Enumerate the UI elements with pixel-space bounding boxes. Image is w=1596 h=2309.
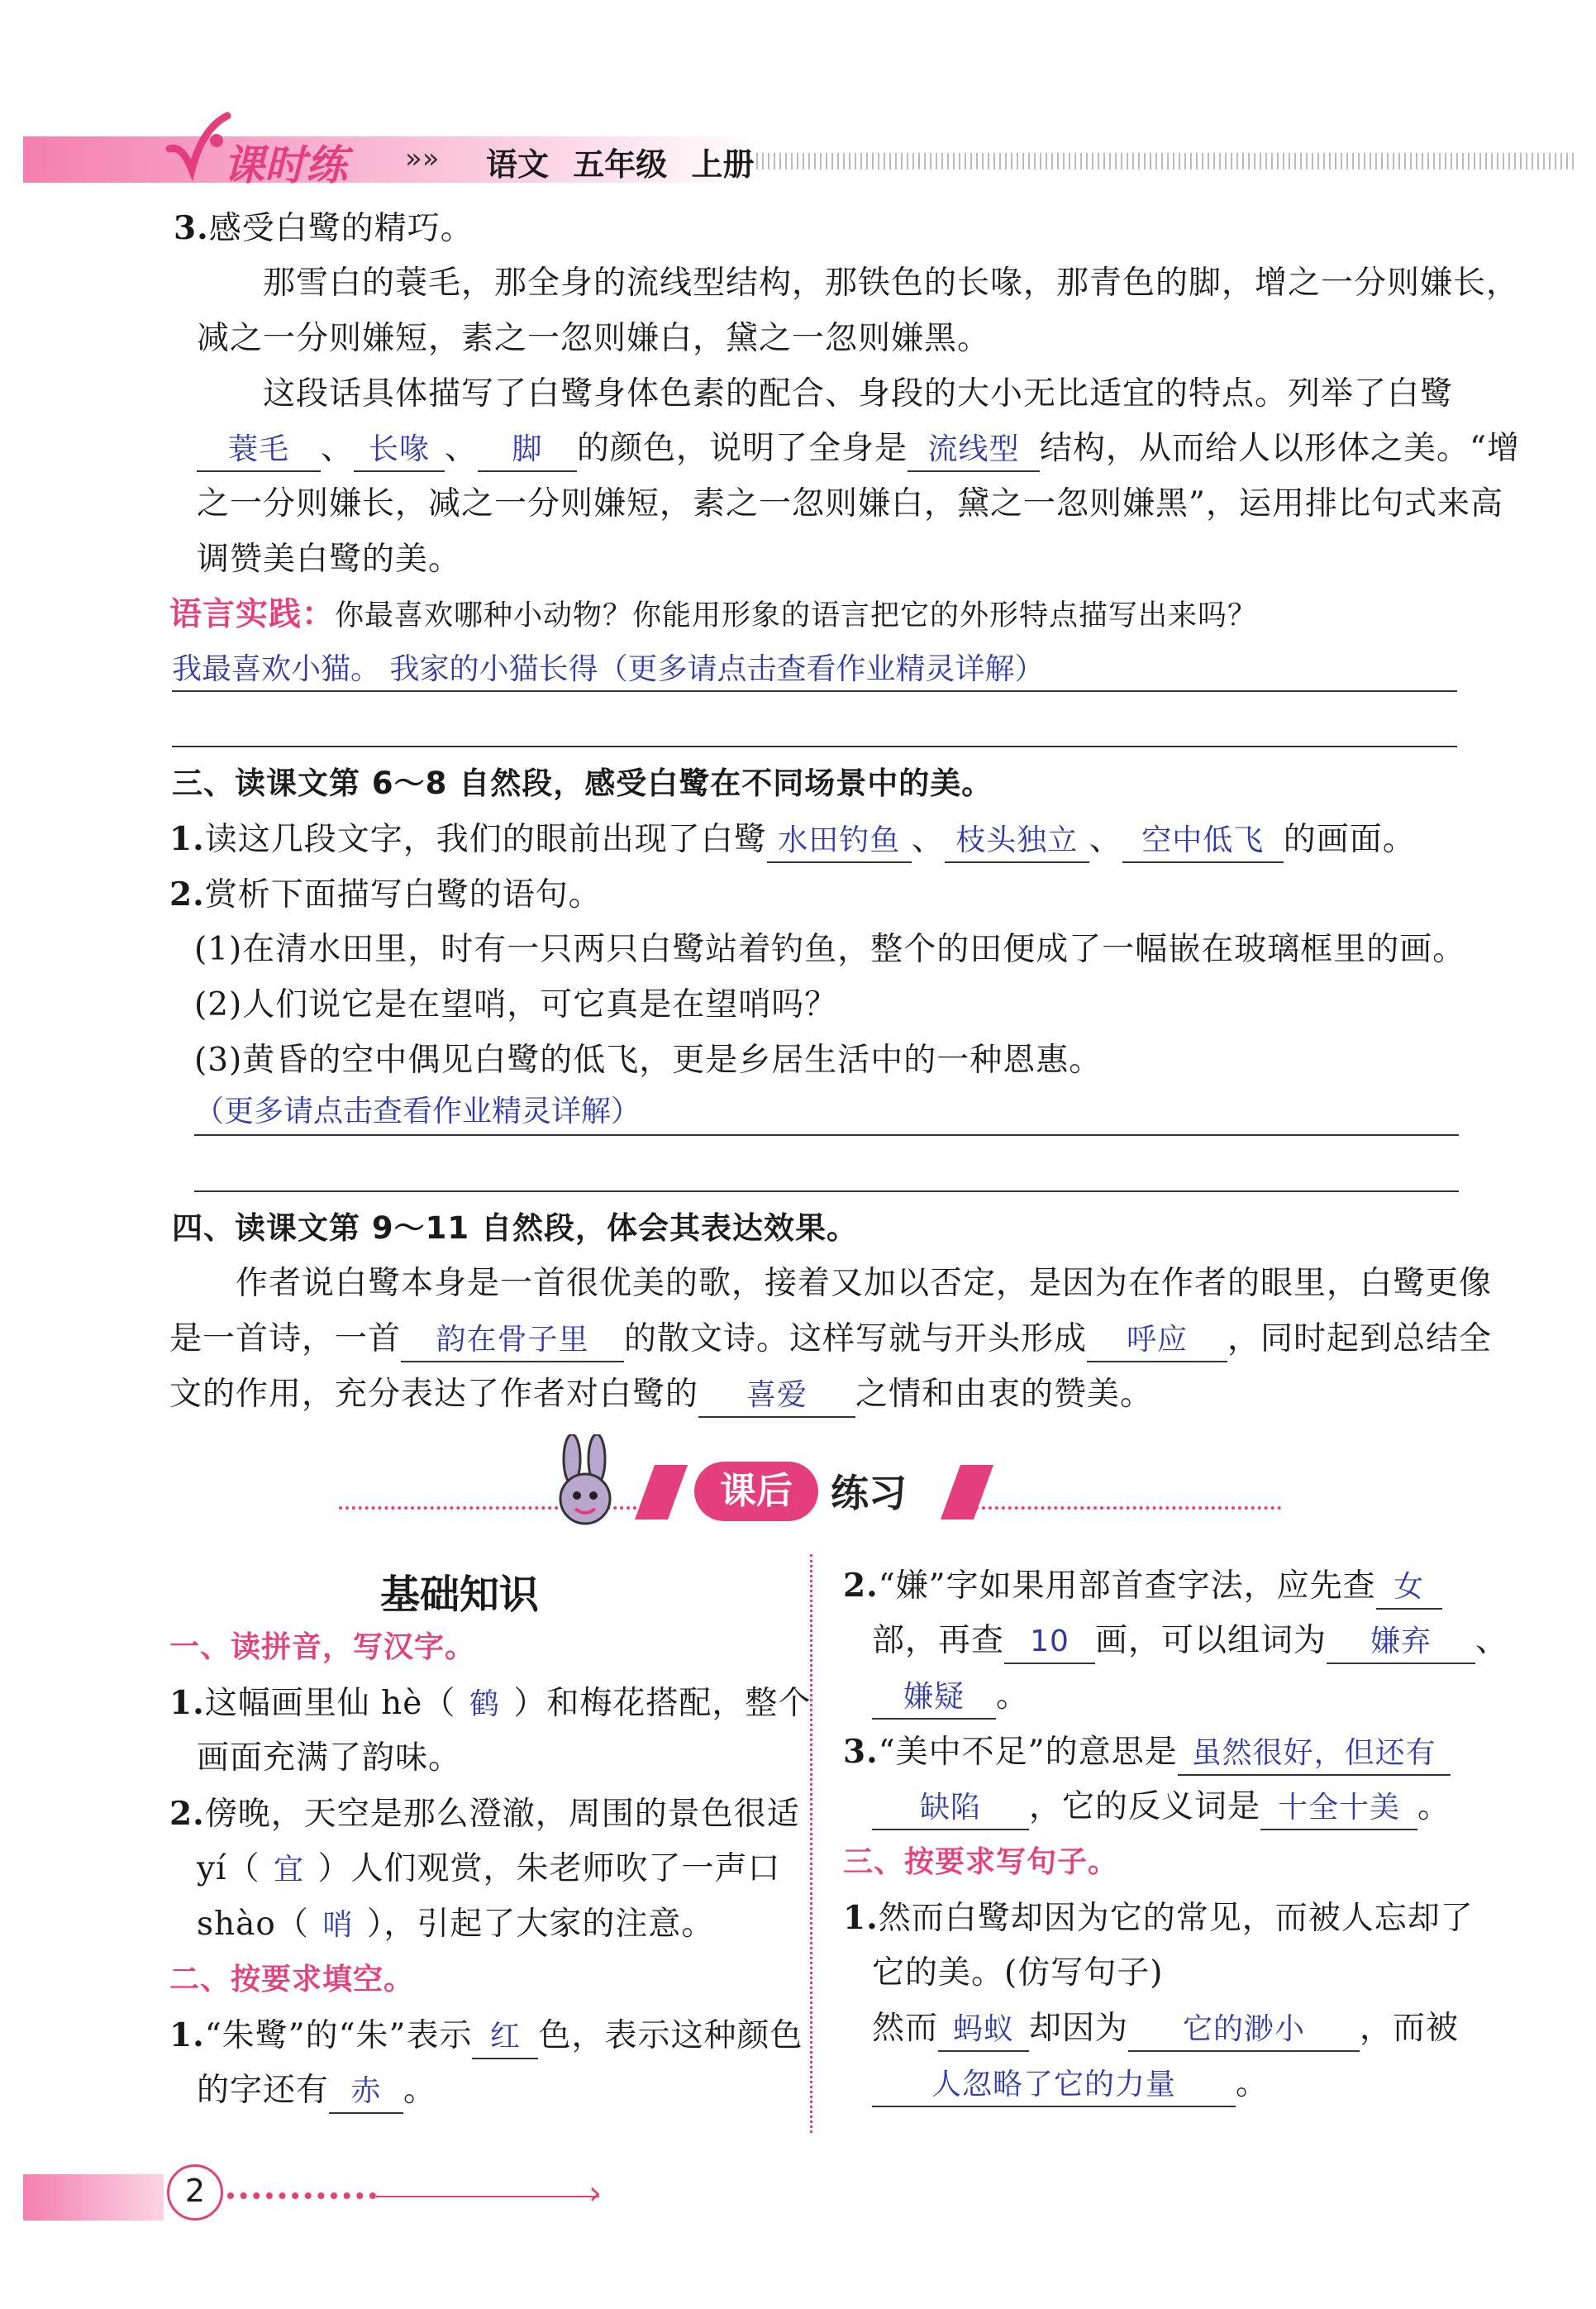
right-q2b3: 、 [1475, 1622, 1509, 1659]
right-q2b2: 画，可以组词为 [1095, 1622, 1327, 1659]
s3-p2a: 这段话具体描写了白鹭身体色素的配合、身段的大小无比适宜的特点。列举了白鹭 [263, 375, 1454, 413]
right-q2 [843, 1562, 1442, 1610]
part4-lc2: 之情和由衷的赞美。 [855, 1376, 1154, 1413]
separator: 、 [445, 430, 479, 467]
answer-line [172, 690, 1457, 692]
right-q4d-text: 。 [1236, 2065, 1270, 2102]
answer-blank[interactable]: 脚 [478, 429, 577, 472]
answer-blank[interactable]: 流线型 [908, 429, 1040, 472]
check-logo-icon [165, 112, 231, 186]
right-q2c-text: 。 [996, 1677, 1030, 1715]
right-q2b1: 部，再查 [872, 1622, 1005, 1659]
q-num: 1. [169, 1684, 205, 1722]
banner-dotline-right [975, 1506, 1281, 1510]
right-q4b: 它的美。(仿写句子) [872, 1954, 1164, 1992]
answer-blank[interactable]: 它的渺小 [1128, 2009, 1360, 2052]
answer-blank[interactable]: 10 [1004, 1621, 1095, 1664]
header-info [486, 139, 755, 184]
part3-item2: (2)人们说它是在望哨，可它真是在望哨吗？ [194, 986, 838, 1023]
header-brand: 课时练 [223, 141, 347, 189]
answer-blank[interactable]: 宜 [274, 1853, 305, 1887]
s3-title-text: 感受白鹭的精巧。 [208, 210, 474, 247]
part4-la: 作者说白鹭本身是一首很优美的歌，接着又加以否定，是因为在作者的眼里，白鹭更像 [236, 1265, 1493, 1302]
right-q2b [872, 1618, 1508, 1664]
answer-blank[interactable]: 十全十美 [1260, 1787, 1417, 1830]
left-q1b: ）和梅花搭配，整个 [513, 1685, 812, 1722]
q-num: 2. [169, 1795, 205, 1833]
right-q4c1: 然而 [872, 2010, 939, 2047]
separator: 、 [321, 430, 355, 467]
q-num: 1. [169, 2016, 205, 2054]
right-q4c [872, 2006, 1459, 2052]
left-q1 [169, 1680, 811, 1727]
page-number: 2 [184, 2173, 206, 2209]
answer-blank[interactable]: 人忽略了它的力量 [872, 2064, 1236, 2107]
answer-line [194, 1134, 1459, 1136]
footer-line [376, 2196, 599, 2197]
answer-blank[interactable]: 哨 [322, 1908, 354, 1942]
part3-q1 [169, 816, 1416, 863]
q-num: 3. [843, 1733, 879, 1771]
header-grade: 五年级 [573, 146, 668, 183]
answer-line [194, 1190, 1459, 1192]
part3-q2 [169, 871, 602, 918]
left-q2a: 傍晚，天空是那么澄澈，周围的景色很适 [204, 1796, 800, 1833]
footer-dots [227, 2192, 376, 2199]
answer-blank[interactable]: 蓑毛 [197, 429, 321, 472]
answer-blank[interactable]: 喜爱 [698, 1375, 855, 1418]
part3-answer[interactable]: （更多请点击查看作业精灵详解） [194, 1095, 641, 1128]
answer-blank[interactable]: 蚂蚁 [938, 2009, 1029, 2052]
part3-q2-text: 赏析下面描写白鹭的语句。 [204, 876, 602, 914]
left-q3 [169, 2012, 803, 2059]
q-num: 1. [843, 1899, 879, 1937]
q-num: 1. [169, 820, 205, 858]
header-hatch [756, 153, 1575, 169]
answer-blank[interactable]: 鹤 [469, 1687, 500, 1721]
column-divider [810, 1554, 812, 2133]
right-q4c3: ，而被 [1360, 2010, 1460, 2047]
s3-p2d: 之一分则嫌长，减之一分则嫌短，素之一忽则嫌白，黛之一忽则嫌黑”，运用排比句式来高 [197, 485, 1503, 522]
s3-p2-fill [197, 426, 1520, 472]
right-q3b [872, 1784, 1451, 1830]
part4-lb3: ，同时起到总结全 [1227, 1320, 1493, 1357]
right-q2a: “嫌”字如果用部首查字法，应先查 [878, 1567, 1376, 1605]
answer-blank[interactable]: 空中低飞 [1122, 820, 1284, 863]
banner-stripe-left [635, 1465, 688, 1519]
left-q3a: “朱鹭”的“朱”表示 [204, 2017, 473, 2054]
basics-heading: 基础知识 [380, 1572, 540, 1618]
left-q2b1: yí（ [197, 1850, 260, 1887]
answer-blank[interactable]: 水田钓鱼 [767, 820, 912, 863]
left-q2b2: ）人们观赏，朱老师吹了一声口 [317, 1850, 781, 1887]
s3-title-num: 3. [174, 209, 209, 247]
right-q3b-text: ，它的反义词是 [1029, 1788, 1261, 1825]
s3-p1b: 减之一分则嫌短，素之一忽则嫌白，黛之一忽则嫌黑。 [197, 320, 991, 357]
part3-item3: (3)黄昏的空中偶见白鹭的低飞，更是乡居生活中的一种恩惠。 [194, 1042, 1103, 1079]
answer-blank[interactable]: 缺陷 [872, 1787, 1029, 1830]
right-q4d [872, 2061, 1269, 2107]
s3-p2c: 结构，从而给人以形体之美。“增 [1040, 430, 1520, 467]
part4-lb [169, 1316, 1492, 1362]
q-num: 2. [843, 1567, 879, 1605]
right-q4c2: 却因为 [1029, 2010, 1129, 2047]
left-q1c: 画面充满了韵味。 [197, 1739, 462, 1777]
right-q3 [843, 1729, 1451, 1776]
answer-blank[interactable]: 女 [1376, 1567, 1442, 1610]
right-q2c [872, 1673, 1029, 1720]
header-subject: 语文 [486, 146, 550, 183]
separator: 、 [1089, 821, 1122, 858]
banner-badge: 课后 [694, 1462, 818, 1521]
s3-p2e: 调赞美白鹭的美。 [197, 541, 462, 578]
left-q3b: 色，表示这种颜色 [538, 2017, 803, 2054]
left-q2c [197, 1901, 714, 1948]
q-num: 2. [169, 875, 205, 914]
s3-p1a: 那雪白的蓑毛，那全身的流线型结构，那铁色的长喙，那青色的脚，增之一分则嫌长， [263, 265, 1520, 302]
part3-q1b: 的画面。 [1283, 821, 1416, 858]
left-sec1: 一、读拼音，写汉字。 [169, 1630, 476, 1664]
right-q4a: 然而白鹭却因为它的常见，而被人忘却了 [878, 1900, 1474, 1937]
right-q3a: “美中不足”的意思是 [878, 1734, 1178, 1771]
footer-arrow-icon: › [588, 2174, 602, 2212]
part4-lc [169, 1372, 1153, 1418]
footer-bar [23, 2174, 164, 2221]
left-q2c2: ），引起了大家的注意。 [366, 1906, 715, 1943]
answer-blank[interactable]: 呼应 [1087, 1319, 1227, 1362]
answer-blank[interactable]: 长喙 [354, 429, 445, 472]
s3-p2b: 的颜色，说明了全身是 [577, 430, 908, 467]
left-q3c [197, 2068, 436, 2114]
header-arrows: »» [405, 142, 440, 175]
header-volume: 上册 [691, 146, 755, 183]
answer-blank[interactable]: 嫌疑 [872, 1677, 996, 1720]
part4-lb2: 的散文诗。这样写就与开头形成 [624, 1320, 1088, 1357]
left-q3d: 。 [403, 2072, 437, 2109]
answer-blank[interactable]: 虽然很好，但还有 [1178, 1733, 1451, 1776]
part3-item1: (1)在清水田里，时有一只两只白鹭站着钓鱼，整个的田便成了一幅嵌在玻璃框里的画。 [194, 931, 1466, 968]
separator: 、 [911, 821, 945, 858]
left-sec2: 二、按要求填空。 [169, 1963, 415, 1997]
part4-lb1: 是一首诗，一首 [169, 1320, 402, 1357]
left-q2c1: shào（ [197, 1906, 309, 1943]
practice-label: 语言实践： [169, 596, 336, 633]
answer-blank[interactable]: 嫌弃 [1327, 1621, 1475, 1664]
banner-stripe-right [941, 1465, 993, 1519]
answer-blank[interactable]: 韵在骨子里 [401, 1319, 624, 1362]
left-q3c-text: 的字还有 [197, 2072, 330, 2109]
answer-line [172, 746, 1457, 747]
right-q4 [843, 1895, 1474, 1942]
practice-question: 你最喜欢哪种小动物？你能用形象的语言把它的外形特点描写出来吗？ [335, 599, 1258, 632]
answer-blank[interactable]: 红 [472, 2016, 538, 2059]
part4-lc1: 文的作用，充分表达了作者对白鹭的 [169, 1376, 699, 1413]
part3-q1a: 读这几段文字，我们的眼前出现了白鹭 [204, 821, 767, 858]
answer-blank[interactable]: 赤 [329, 2071, 403, 2114]
left-q2 [169, 1791, 800, 1838]
part4-title: 四、读课文第 9～11 自然段，体会其表达效果。 [172, 1210, 858, 1246]
right-sec3: 三、按要求写句子。 [843, 1845, 1119, 1879]
banner-title: 练习 [831, 1471, 907, 1515]
left-q2b [197, 1846, 781, 1892]
answer-blank[interactable]: 枝头独立 [945, 820, 1089, 863]
rabbit-mascot-icon [537, 1434, 636, 1542]
practice-row [169, 592, 1257, 639]
part3-title: 三、读课文第 6～8 自然段，感受白鹭在不同场景中的美。 [172, 766, 993, 801]
practice-answer[interactable]: 我最喜欢小猫。 我家的小猫长得（更多请点击查看作业精灵详解） [172, 652, 1045, 686]
left-q1a: 这幅画里仙 hè（ [204, 1685, 456, 1722]
right-q3c: 。 [1417, 1788, 1451, 1825]
s3-title [174, 205, 474, 252]
